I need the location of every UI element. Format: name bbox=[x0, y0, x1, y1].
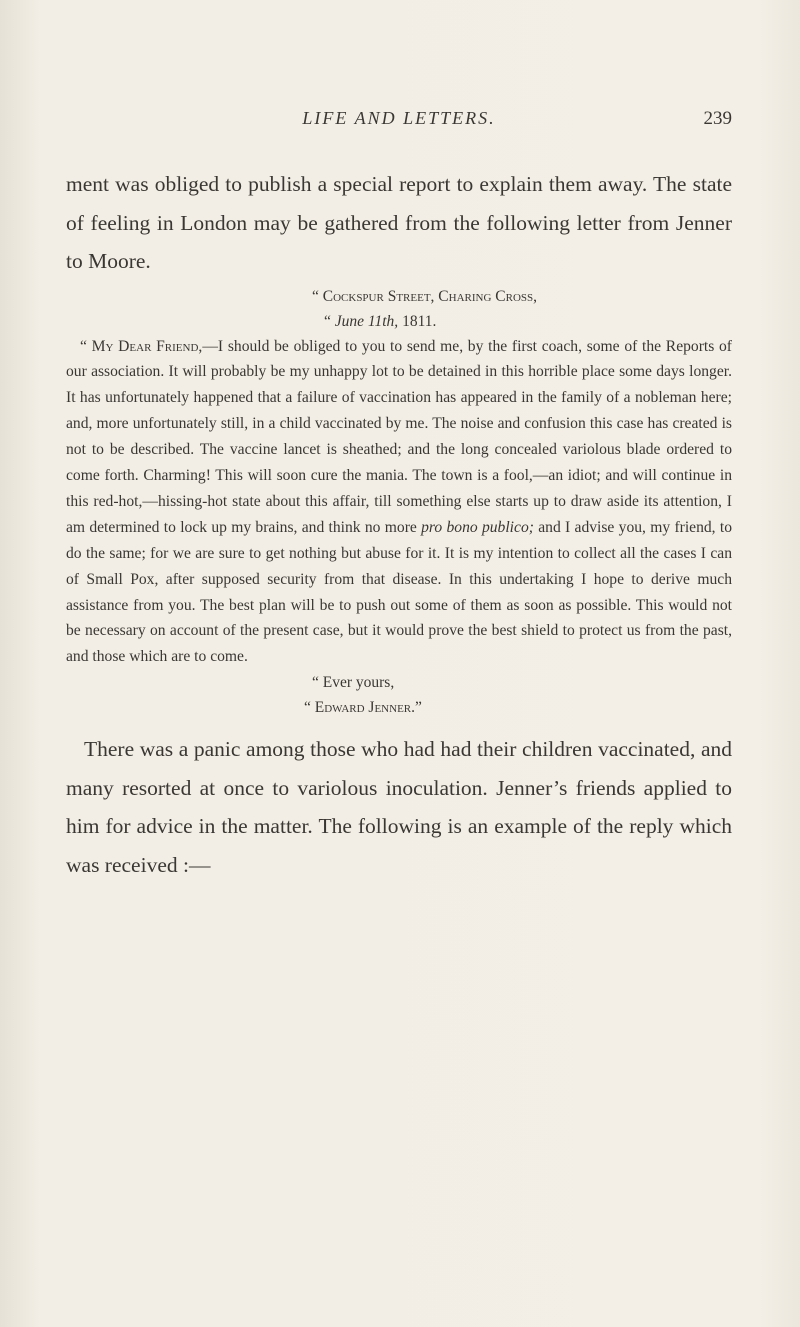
letter-address: “ Cockspur Street, Charing Cross, bbox=[312, 287, 538, 305]
letter-body-part1: —I should be obliged to you to send me, by the first coach, some of the Reports of our association. It will probably be my unhappy lot to be detained in this horrible place some days longer. It has unfortunately happened that a failure of vaccination has appeared in the family of a nobleman here; and, more unfortunately still, in a child vaccinated by me. The noise and confusion this case has created is not to be described. The vaccine lancet is sheathed; and the long concealed variolous blade ordered to come forth. Charming! This will soon cure the mania. The town is a fool,—an idiot; and will continue in this red-hot,—hissing-hot state about this affair, till something else starts up to draw aside its attention, I am determined to lock up my brains, and think no more bbox=[66, 337, 733, 536]
latin-phrase: pro bono publico; bbox=[421, 518, 534, 536]
letter-date bbox=[66, 309, 732, 334]
page-body bbox=[66, 165, 732, 884]
opening-paragraph: ment was obliged to publish a special report to explain them away. The state of feeling in London may be gathered from the following letter from Jenner to Moore. bbox=[66, 172, 732, 273]
closing-paragraph: There was a panic among those who had had their children vaccinated, and many resorted at once to variolous inoculation. Jenner’s friends applied to him for advice in the matter. The following is an example of the reply which was received :— bbox=[66, 737, 732, 877]
closing-line: “ Ever yours, bbox=[312, 674, 395, 692]
letter-body bbox=[66, 334, 732, 671]
date-month-day: June 11th, bbox=[334, 312, 399, 330]
running-head: LIFE AND LETTERS. bbox=[302, 108, 496, 128]
letter-salutation: “ My Dear Friend, bbox=[80, 337, 203, 355]
signature: “ Edward Jenner.” bbox=[304, 699, 422, 717]
letter-closing bbox=[66, 670, 732, 720]
page-header bbox=[66, 108, 732, 138]
date-quote: “ bbox=[324, 312, 335, 330]
date-year: 1811. bbox=[398, 312, 437, 330]
letter-body-part2: and I advise you, my friend, to do the same; for we are sure to get nothing but abuse for it. It is my intention to collect all the cases I can of Small Pox, after supposed security from that disease. In this undertaking I hope to derive much assistance from you. The best plan will be to push out some of them as soon as possible. This would not be necessary on account of the present case, but it would prove the best shield to protect us from the past, and those which are to come. bbox=[66, 518, 732, 666]
page-number: 239 bbox=[703, 108, 732, 129]
letter-heading bbox=[66, 284, 732, 334]
